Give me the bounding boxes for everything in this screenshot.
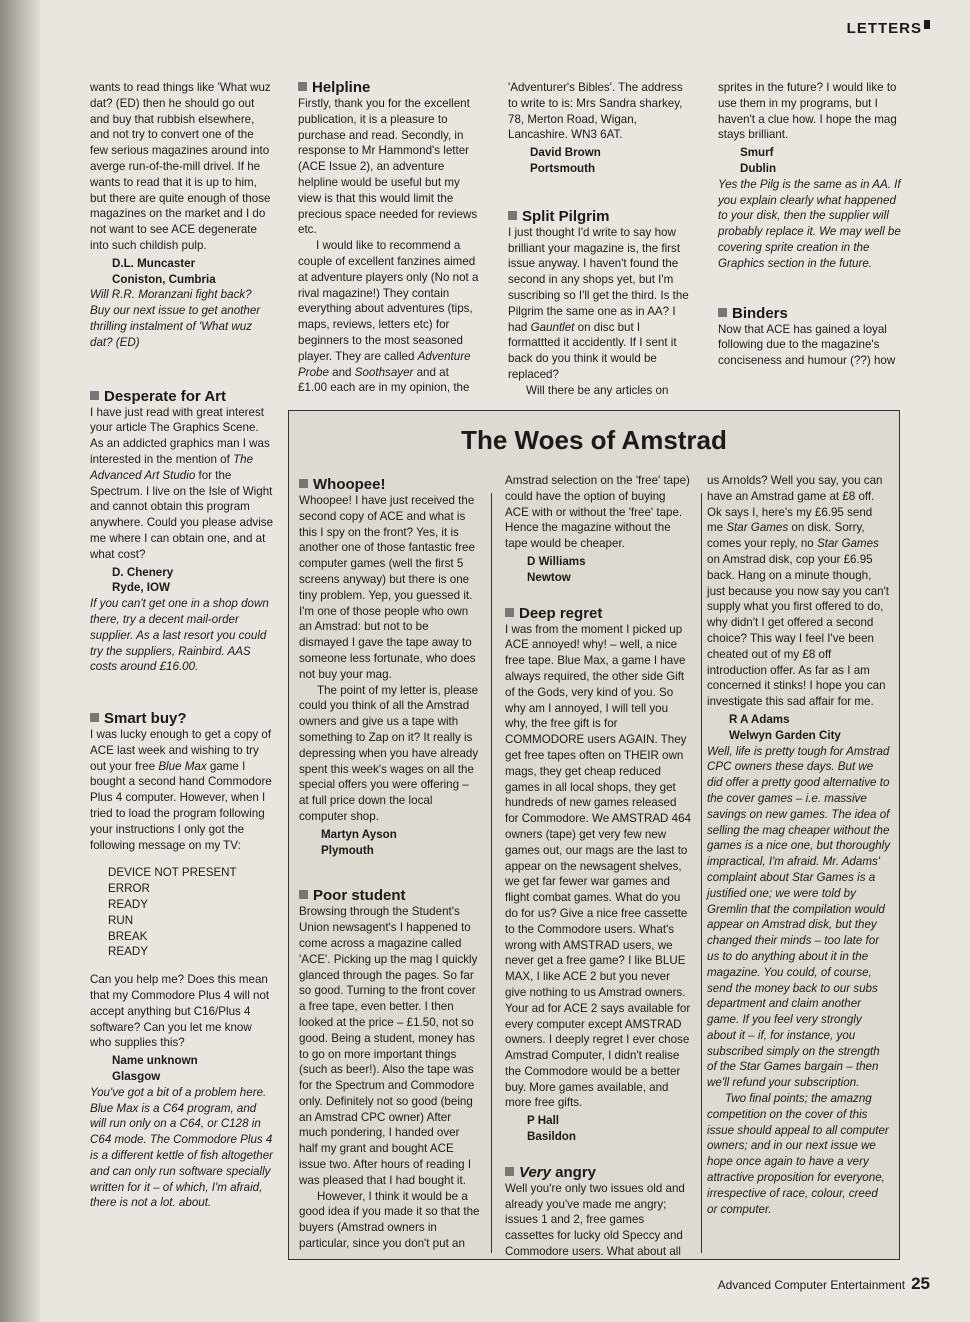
message-line: BREAK [108,929,148,943]
publication-name: Advanced Computer Entertainment [717,1278,906,1292]
heading-bullet-icon [299,890,308,899]
text-run: us Arnolds? Well you say, you can have an Amstrad game at £8 off. Ok says I, here's my £6.95 send me [707,474,883,535]
letter-text: Firstly, thank you for the excellent publication, it is a pleasure to purchase and read. Secondly, in response to Mr Hammond's letter (ACE Issue 2), an adventure helpline would be useful but my view is that this would limit the precious space needed for reviews etc. [298,97,478,237]
editor-reply: Will R.R. Moranzani fight back? Buy our next issue to get another thrilling instalment of 'What wuz dat? (ED) [90,288,261,349]
heading-bullet-icon [299,479,308,488]
signature-place: Dublin [740,161,777,175]
letter-text [707,473,891,710]
message-line: RUN [108,913,134,927]
box-column-3 [707,473,891,1217]
box-column-2 [505,473,691,1260]
signature-place: Ryde, IOW [112,581,170,595]
text-run: on Amstrad disk, cop your £6.95 back. Hang on a minute though, just because you now say you can't supply what you first offered to do, why didn't I get offered a second choice? This way I feel I've been cheated out of my £8 off introduction offer. As far as I am concerned it stinks! I hope you can investigate this sad affair for me. [707,552,890,709]
editor-reply: If you can't get one in a shop down there, try a decent mail-order supplier. As a last resort you could try the suppliers, Rainbird. AAS costs around £16.00. [90,597,269,674]
message-line: ERROR [108,882,150,896]
signature-name: P Hall [527,1114,560,1128]
letter-text: sprites in the future? I would like to use them in my programs, but I haven't a clue how. I hope the mag stays brilliant. [718,81,897,142]
signature-name: Martyn Ayson [321,827,397,841]
text-run: on disk. Sorry, comes your reply, no [707,521,865,551]
letter-text: I was from the moment I picked up ACE annoyed! why! – well, a nice free tape. Blue Max, a game I have always required, the other side Gift of the Gods, very kind of you. So why am I annoyed, I will tell you why, the free gift is for COMMODORE users AGAIN. They get free tapes often on THEIR own mags, they get cheap reduced games in all local shops, they get hundreds of new games released for Commodore. We AMSTRAD 464 owners (tape) get very few new games out, our mags are the last to appear on the newsagent shelves, we get far fewer war games and flight combat games. What do you do for us? Give a nice free cassette to the Commodore users. What's wrong with AMSTRAD users, we never get a free game? I like BLUE MAX, I like ACE 2 but you never give nothing to us Amstrad owners. Your ad for ACE 2 says available for every computer except AMSTRAD owners. I deeply regret I ever chose Amstrad Computer, I didn't realise the Commodore would be a better buy. More games available, and more free gifts. [505,622,691,1110]
heading-bullet-icon [718,308,727,317]
box-title: The Woes of Amstrad [461,425,727,455]
heading-text-italic: Very [519,1163,551,1181]
text-run: I have just read with great interest your article The Graphics Scene. As an addicted graphics man I was interested in the mention of [90,405,270,466]
heading-bullet-icon [298,82,307,91]
heading-text: Helpline [312,79,371,96]
letter-heading [505,1165,691,1181]
text-run: I would like to recommend a couple of excellent fanzines aimed at adventure players only (No not a rival magazine!) They contain everything about adventures (tips, maps, reviews, letters etc) for beginners to the most seasoned player. They are called [298,239,479,363]
signature-place: Newtow [527,570,571,584]
letter-heading [90,711,274,727]
signature-name: D Williams [527,554,586,568]
letter-text: 'Adventurer's Bibles'. The address to write to is: Mrs Sandra sharkey, 78, Merton Road, Wigan, Lancashire. WN3 6AT. [508,81,683,142]
text-run: I just thought I'd write to say how brilliant your magazine is, the first issue anyway. I haven't found the second in any shops yet, but I'm suscribing so I'll get the third. Is the Pilgrim the same one as in AA? I had [508,225,689,334]
text-run-italic: Star Games [726,521,789,535]
text-run-italic: The Advanced Art Studio [90,452,254,482]
letter-text: Whoopee! I have just received the second copy of ACE and what is this I spy on the front? Yes, it is another one of those fantastic free computer games (well the first 5 screens anyway) but there is one tiny problem. Yep, you guessed it. I'm one of those people who own an Amstrad: but not to be dismayed I gave the tape away to someone less fortunate, who does not buy your mag. [299,494,476,681]
editor-reply: Yes the Pilg is the same as in AA. If you explain clearly what happened to your disk, then the supplier will probably replace it. We may well be covering sprite creation in the Graphics section in the future. [718,177,901,270]
screen-message [108,865,274,960]
letter-text: Browsing through the Student's Union newsagent's I happened to come across a magazine called 'ACE'. Picking up the mag I quickly glanced through the pages. So far so good. Turning to the front cover a free tape, even better. I then looked at the price – £1.50, not so good. Being a student, money has to go on more important things (such as beer!). Also the tape was for the Spectrum and Commodore only. Definitely not so good (being an Amstrad CPC owner) After much pondering, I handed over half my grant and bought ACE issue two. After hours of reading I was pleased that I had bought it. [299,905,478,1187]
section-title: LETTERS [846,20,922,37]
letter-text [90,727,274,853]
letter-heading [298,80,480,96]
letter-text: Amstrad selection on the 'free' tape) could have the option of buying ACE with or without the 'free' tape. Hence the magazine without the tape would be cheaper. [505,474,690,551]
text-run: and [328,365,355,379]
text-run-italic: Soothsayer [354,365,414,379]
text-run: on disc but I formattted it accidently. If I sent it back do you think it would be replaced? [508,320,677,381]
column-divider [701,493,702,1253]
heading-bullet-icon [505,1167,514,1176]
signature-name: Smurf [740,146,774,160]
column-1 [90,80,274,1211]
text-run-italic: Blue Max [158,759,207,773]
column-3 [508,80,692,399]
heading-text: Binders [732,304,788,322]
text-run-italic: Adventure Probe [298,349,471,379]
letter-text: Will there be any articles on [526,383,669,397]
letter-text: Now that ACE has gained a loyal following due to the magazine's conciseness and humour (??) how [718,322,896,368]
column-4 [718,80,902,369]
letter-heading [299,477,481,493]
corner-mark [924,20,930,29]
heading-text: Deep regret [519,604,603,622]
message-line: DEVICE NOT PRESENT [108,866,237,880]
page-gutter-shadow [0,0,40,1322]
text-run-italic: Gauntlet [530,320,575,334]
signature-place: Welwyn Garden City [729,728,841,742]
column-divider [491,493,492,1253]
letter-text: wants to read things like 'What wuz dat? (ED) then he should go out and buy that rubbish elsewhere, and not try to convert one of the few serious magazines around into averge run-of-the-mill drivel. If he wants to read that it is up to him, but there are quite enough of those magazines on the market and I do not want to see ACE degenerate into such childish pulp. [90,81,271,252]
letter-text [508,225,692,383]
editor-reply: Well, life is pretty tough for Amstrad CPC owners these days. But we did offer a pretty good alternative to the cover games – i.e. massive savings on new games. The idea of selling the mag cheaper without the games is a nice one, but thoroughly impractical, I'm afraid. Mr. Adams' complaint about Star Games is a justified one; we were told by Gremlin that the compilation would appear on Amstrad disk, but they changed their minds – too late for us to do anything about it in the magazine. You could, of course, send the money back to our subs department and claim another game. If you feel very strongly about it – if, for instance, you subscribed simply on the strength of the Star Games bargain – then we'll refund your subscription. [707,744,891,1090]
text-run: game I bought a second hand Commodore Plus 4 computer. However, when I tried to load the program following your instructions I only got the following message on my TV: [90,759,272,852]
message-line: READY [108,945,148,959]
heading-text: Split Pilgrim [522,207,610,225]
text-run: and at £1.00 each are in my opinion, the [298,365,470,395]
page-footer [718,1274,930,1294]
text-run-italic: Star Games [816,537,879,551]
heading-text: Whoopee! [313,476,386,493]
signature-name: D.L. Muncaster [112,256,196,270]
signature-name: R A Adams [729,712,790,726]
heading-bullet-icon [508,211,517,220]
section-header [847,20,930,37]
signature-place: Glasgow [112,1070,161,1084]
heading-text: angry [550,1163,596,1181]
page-number: 25 [911,1274,930,1293]
heading-bullet-icon [90,391,99,400]
text-run: I was lucky enough to get a copy of ACE last week and wishing to try out your free [90,728,272,773]
editor-reply: You've got a bit of a problem here. Blue Max is a C64 program, and will run only on a C64, or C128 in C64 mode. The Commodore Plus 4 is a different kettle of fish altogether and can only run software specially written for it – of which, I'm afraid, there is not a lot. about. [90,1085,274,1210]
signature-place: Basildon [527,1130,576,1144]
signature-place: Plymouth [321,843,374,857]
message-line: READY [108,898,148,912]
letter-text: Can you help me? Does this mean that my Commodore Plus 4 will not accept anything but C16/Plus 4 software? Can you let me know who supplies this? [90,973,270,1050]
column-2 [298,80,480,396]
letter-text [298,238,480,396]
letter-heading [505,606,691,622]
signature-place: Portsmouth [530,161,596,175]
letter-heading [508,209,692,225]
heading-text: Smart buy? [104,710,187,728]
signature-name: D. Chenery [112,565,174,579]
heading-bullet-icon [505,608,514,617]
letter-heading [90,389,274,405]
editor-reply: Two final points; the amazng competition on the cover of this issue should appeal to all computer owners; and in our next issue we hope once again to have a very attractive proposition for everyone, irrespective of race, colour, creed or computer. [707,1092,889,1216]
signature-name: Name unknown [112,1054,198,1068]
heading-text: Poor student [313,887,406,905]
letter-heading [718,306,902,322]
letter-heading [299,888,481,904]
signature-place: Coniston, Cumbria [112,272,216,286]
letter-text: Well you're only two issues old and already you've made me angry; issues 1 and 2, free games cassettes for lucky old Speccy and Commodore users. What about all [505,1181,685,1259]
text-run: for the Spectrum. I live on the Isle of Wight and cannot obtain this program anywhere. Could you please advise me where I can obtain one, and at what cost? [90,468,274,561]
letter-text: The point of my letter is, please could you think of all the Amstrad owners and give us a tape with something to Zap on it? It really is depressing when you have already spent this week's wages on all the special offers you were offering – at full price down the local computer shop. [299,683,479,823]
amstrad-letters-box [288,410,900,1260]
heading-text: Desperate for Art [104,387,226,405]
box-column-1 [299,477,481,1252]
signature-name: David Brown [530,146,601,160]
letter-text [90,405,274,563]
letter-text: However, I think it would be a good idea if you made it so that the buyers (Amstrad owners in particular, since you don't put an [299,1189,480,1251]
heading-bullet-icon [90,713,99,722]
